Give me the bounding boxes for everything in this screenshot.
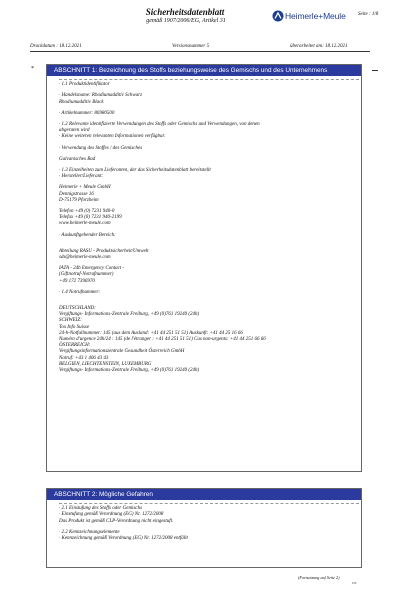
text-line: BELGIEN, LIECHTENSTEIN, LUXEMBURG bbox=[59, 361, 152, 367]
language-code: DE bbox=[352, 581, 357, 585]
section-1-body bbox=[47, 80, 361, 374]
text-line: ÖSTERREICH: bbox=[59, 343, 91, 349]
text-line: · Handelsname: Rhodiumadditiv Schwarz bbox=[59, 93, 143, 99]
text-line: IATA - 24h Emergency Contact - bbox=[59, 266, 125, 272]
text-line: · Verwendung des Stoffes / des Gemisches bbox=[59, 145, 143, 151]
document-title: Sicherheitsdatenblatt bbox=[145, 7, 225, 17]
text-line: · Auskunftgebender Bereich: bbox=[59, 232, 116, 238]
text-line: sds@heimerle-meule.com bbox=[59, 255, 111, 260]
text-line: Telefax +49 (0) 7231 940-2199 bbox=[59, 215, 122, 221]
text-line: D-75179 Pforzheim bbox=[59, 197, 99, 203]
logo-mark-icon bbox=[272, 10, 284, 22]
text-line: · 1.3 Einzelheiten zum Lieferanten, der das Sicherheitsdatenblatt bereitstellt bbox=[59, 167, 211, 173]
text-line: · 1.1 Produktidentifikator bbox=[59, 82, 110, 88]
text-line: Galvanisches Bad bbox=[59, 156, 96, 162]
company-logo bbox=[272, 8, 362, 24]
section-2-heading: ABSCHNITT 2: Mögliche Gefahren bbox=[47, 489, 361, 500]
section-2 bbox=[46, 488, 362, 568]
margin-tick bbox=[372, 70, 378, 71]
text-line: · Einstufung gemäß Verordnung (EG) Nr. 1272/2008 bbox=[59, 512, 164, 518]
text-line: DEUTSCHLAND: bbox=[59, 306, 96, 312]
text-line: abgeraten wird bbox=[59, 128, 90, 134]
revision-date: überarbeitet am: 18.12.2021 bbox=[290, 44, 348, 49]
page-number: Seite : 1/8 bbox=[358, 12, 379, 17]
text-line: Das Produkt ist gemäß CLP-Verordnung nicht eingestuft. bbox=[59, 518, 174, 524]
text-line: Notruf: +43 1 406 43 43 bbox=[59, 355, 109, 361]
text-line: Rhodiumadditiv Black bbox=[59, 99, 104, 105]
text-line: Dennigstrasse 16 bbox=[59, 191, 94, 197]
text-line: · Artikelnummer: 86980500 bbox=[59, 110, 115, 116]
print-date: Druckdatum : 18.12.2021 bbox=[30, 44, 82, 49]
text-line: Vergiftungsinformationszentrale Gesundheit Österreich GmbH bbox=[59, 349, 185, 355]
text-line: · Keine weiteren relevanten Informationen verfügbar. bbox=[59, 134, 166, 140]
header-divider bbox=[30, 51, 370, 52]
version-number: Versionsnummer 5 bbox=[172, 44, 210, 49]
text-line: Heimerle + Meule GmbH bbox=[59, 185, 111, 191]
text-line: www.heimerle-meule.com bbox=[59, 221, 111, 227]
text-line: SCHWEIZ: bbox=[59, 318, 82, 324]
text-line: · 2.2 Kennzeichnungselemente bbox=[59, 529, 120, 535]
continuation-note: (Fortsetzung auf Seite 2) bbox=[298, 575, 340, 580]
text-line: · Kennzeichnung gemäß Verordnung (EG) Nr. 1272/2008 entfällt bbox=[59, 535, 188, 541]
logo-text: Heimerle+Meule bbox=[285, 11, 346, 21]
text-line: Vergiftungs- Informations-Zentrale Freiburg, +49 (0)761 19240 (24h) bbox=[59, 312, 200, 318]
text-line: Vergiftungs- Informations-Zentrale Freiburg, +49 (0)761 19240 (24h) bbox=[59, 368, 200, 374]
text-line: · Hersteller/Lieferant: bbox=[59, 174, 104, 180]
text-line: Tox Info Suisse bbox=[59, 324, 90, 330]
text-line: Abteilung RASU - Produktsicherheit/Umwelt bbox=[59, 248, 149, 254]
change-marker: * bbox=[31, 66, 34, 72]
section-2-body bbox=[47, 504, 361, 542]
text-line: · 1.4 Notrufnummer: bbox=[59, 289, 101, 295]
text-line: Telefon +49 (0) 7231 940-0 bbox=[59, 208, 115, 214]
section-1 bbox=[46, 64, 362, 472]
text-line: (Giftnotruf-Notrufnummer) bbox=[59, 272, 114, 278]
text-line: · 2.1 Einstufung des Stoffs oder Gemischs bbox=[59, 506, 143, 512]
text-line: · 1.2 Relevante identifizierte Verwendungen des Stoffs oder Gemischs und Verwendungen, von denen bbox=[59, 121, 260, 127]
section-1-heading: ABSCHNITT 1: Bezeichnung des Stoffs beziehungsweise des Gemischs und des Unternehmens bbox=[47, 65, 361, 76]
text-line: +49 172 7396970 bbox=[59, 278, 95, 284]
text-line: Numéro d'urgence 24h/24 : 145 (de l'étranger : +41 44 251 51 51) Cas non-urgents: +41 44 251 66 66 bbox=[59, 337, 266, 343]
text-line: 24-h-Notfallnummer: 145 (aus dem Ausland: +41 44 251 51 51) Auskunft: +41 44 25 16 66 bbox=[59, 330, 243, 336]
document-subtitle: gemäß 1907/2006/EG, Artikel 31 bbox=[146, 18, 226, 24]
